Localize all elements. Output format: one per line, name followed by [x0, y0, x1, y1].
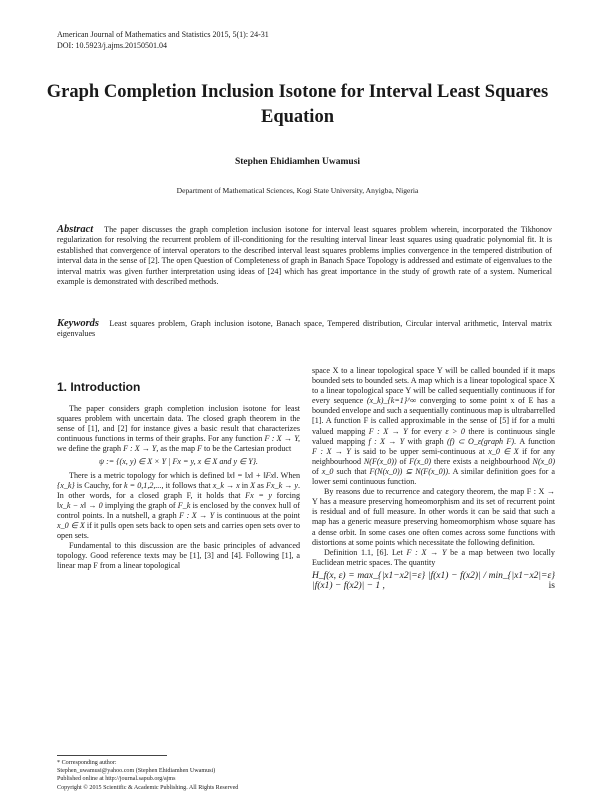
footnote-published: Published online at http://journal.sapub.org/ajms — [57, 776, 176, 783]
text: of — [399, 456, 407, 466]
section-heading-introduction: 1. Introduction — [57, 380, 141, 394]
equation-distortion — [312, 571, 555, 591]
text: forcing — [276, 490, 300, 500]
footnote-corresponding: * Corresponding author: — [57, 760, 117, 766]
journal-header — [57, 30, 269, 51]
keywords-heading: Keywords — [57, 318, 99, 329]
footnote-divider — [57, 755, 167, 756]
math: x_k → x — [212, 480, 240, 490]
intro-paragraph-2 — [57, 471, 300, 542]
math: F : X → Y — [406, 547, 447, 557]
text: converging to some point x of E has a bounded envelope and such a sequentially continuous map is ultrabarrelled [1]. A function F is called approximable in the sense of [5] if for a multi valued mapping — [312, 396, 555, 436]
text: is Cauchy, for — [76, 480, 122, 490]
math: X — [250, 480, 256, 490]
text: is said to be upper semi-continuous at — [354, 446, 485, 456]
journal-citation: American Journal of Mathematics and Statistics 2015, 5(1): 24-31 — [57, 30, 269, 39]
text: Definition 1.1, [6]. Let — [324, 547, 403, 557]
text: . A similar definition goes for a lower semi continuous function. — [312, 466, 555, 487]
text: we define the graph — [57, 444, 122, 454]
intro-paragraph-3: Fundamental to this discussion are the basic principles of advanced topology. Good reference texts may be [1], [3] and [4]. Following [1], a linear map F from a linear topological — [57, 541, 300, 571]
right-column — [312, 366, 555, 591]
text: is enclosed by the convex hull of control points. In a nutshell, a graph — [57, 500, 300, 520]
math: F — [197, 444, 203, 454]
math: x_0 — [321, 466, 334, 476]
math: (f) ⊂ O_ε(graph F) — [446, 436, 515, 446]
text: implying the graph of — [104, 500, 176, 510]
math: F : X → Y — [368, 426, 408, 436]
footnote-email: Stephen_uwamusi@yahoo.com (Stephen Ehidiamhen Uwamusi) — [57, 768, 216, 775]
text: of — [312, 466, 319, 476]
math: x_0 ∈ X — [488, 446, 519, 456]
math: ε > 0 — [445, 426, 465, 436]
math: F(N(x_0)) ⊆ N(F(x_0)) — [369, 466, 449, 476]
math: F : X → Y — [312, 446, 351, 456]
text: space X to a linear topological space Y will be called bounded if it maps bounded sets to bounded sets. A map which is a linear topological space X to a linear topological space Y will be called sequentially continuous if for every sequence — [312, 366, 555, 406]
text: The paper considers graph completion inclusion isotone for least squares problem with uncertain data. The closed graph theorem in the sense of [1], and [2] for instance gives a basic result that characterizes continuous functions in terms of their graphs. For any function — [57, 404, 300, 444]
text: . A function — [514, 436, 556, 446]
text: there exists a neighbourhood — [433, 456, 530, 466]
text: with graph — [407, 436, 444, 446]
equation-graph-definition: ψ := {(x, y) ∈ X × Y | Fx = y, x ∈ X and y ∈ Y}. — [99, 457, 258, 467]
math: Fx = y — [245, 490, 272, 500]
abstract-heading: Abstract — [57, 224, 94, 235]
text: if it pulls open sets back to open sets and carries open sets over to open sets. — [57, 521, 300, 541]
footnote — [57, 759, 327, 792]
text: to be the Cartesian product — [204, 444, 292, 454]
text: for every — [411, 426, 442, 436]
math: x_0 ∈ X — [57, 521, 85, 531]
math: F : X → Y — [123, 444, 157, 454]
math: ‖x_k − x‖ → 0 — [57, 500, 103, 510]
math: f : X → Y — [368, 436, 405, 446]
math: F(x_0) — [409, 456, 432, 466]
author-affiliation: Department of Mathematical Sciences, Kogi State University, Anyigba, Nigeria — [176, 186, 419, 195]
math: (x_k)_{k=1}^∞ — [366, 396, 417, 406]
footnote-copyright: Copyright © 2015 Scientific & Academic Publishing. All Rights Reserved — [57, 784, 239, 791]
keywords — [57, 319, 552, 340]
text: if for any neighbourhood — [312, 446, 555, 466]
math: ‖x‖ = ‖x‖ + ‖Fx‖ — [226, 470, 277, 480]
keywords-text: Least squares problem, Graph inclusion isotone, Banach space, Tempered distribution, Circular interval arithmetic, Interval matrix eigenvalues — [57, 319, 552, 339]
text: be a map between two locally Euclidean metric spaces. The quantity — [312, 547, 555, 567]
text: in — [241, 480, 249, 490]
definition-1-1 — [312, 548, 555, 568]
text: such that — [336, 466, 367, 476]
text: . In other words, for a closed graph F, it holds that — [57, 480, 300, 500]
text: is — [548, 580, 555, 591]
math: F : X → Y — [179, 510, 215, 520]
text: There is a metric topology for which is defined — [69, 470, 225, 480]
math: F : X → Y, — [264, 434, 300, 444]
left-column — [57, 404, 300, 572]
math: {x_k} — [57, 480, 75, 490]
author-name: Stephen Ehidiamhen Uwamusi — [234, 157, 361, 167]
math: F_k — [177, 500, 191, 510]
right-paragraph-2: By reasons due to recurrence and category theorem, the map F : X → Y has a measure preserving homeomorphism and its set of recurrent point is residual and of full measure. In other words it can be said that such a map has a generic measure preserving homeomorphism whose square has a dense orbit. In some cases one often comes across some functions with distortions at some points which necessitate the following definition. — [312, 487, 555, 547]
math: N(F(x_0)) — [363, 456, 397, 466]
intro-paragraph-1 — [57, 404, 300, 454]
equation-text: H_f(x, ε) = max_{|x1−x2|=ε} |f(x1) − f(x2)| / min_{|x1−x2|=ε} |f(x1) − f(x2)| − 1 , — [312, 570, 555, 591]
right-paragraph-1 — [312, 366, 555, 487]
paper-title: Graph Completion Inclusion Isotone for Interval Least Squares Equation — [46, 82, 549, 127]
text: , as the map — [156, 444, 196, 454]
math: Fx_k → y — [265, 480, 298, 490]
text: as — [257, 480, 264, 490]
text: it follows that — [165, 480, 211, 490]
doi: DOI: 10.5923/j.ajms.20150501.04 — [57, 40, 167, 50]
text: is continuous at the point — [216, 510, 300, 520]
math: k = 0,1,2,..., — [124, 480, 164, 490]
abstract-text: The paper discusses the graph completion inclusion isotone for interval least squares problem wherein, incorporated the Tikhonov regularization for resolving the recurrent problem of ill-conditioning for the resulting interval linear least squares using quadratic polynomial fit. It is established that convergence of interval operators to the described interval least squares problems implies convergence in the tempered distribution of interval data in the sense of [2]. The open Question of Completeness of graph in Banach Space Topology is addressed and estimate of eigenvalues to the interval matrix was given further interpretation using ideas of [24] which has great importance in the study of growth rate of a system. Numerical example is demonstrated with described methods. — [57, 225, 552, 287]
text: there is continuous single valued mapping — [312, 426, 556, 446]
abstract — [57, 225, 552, 287]
text: . When — [276, 470, 301, 480]
math: N(x_0) — [532, 456, 556, 466]
